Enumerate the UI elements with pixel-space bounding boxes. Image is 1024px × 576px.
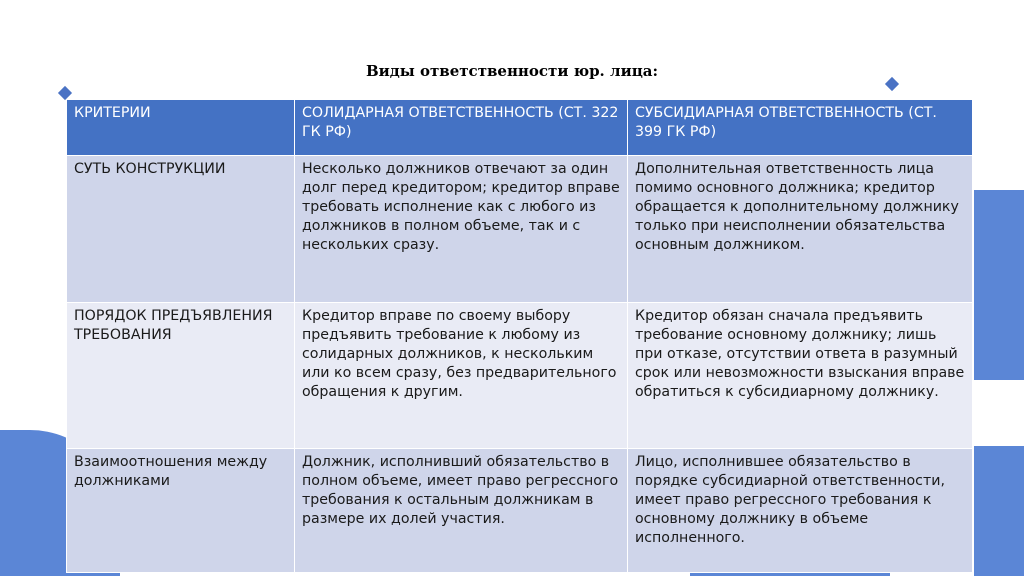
row-criterion: ПОРЯДОК ПРЕДЪЯВЛЕНИЯ ТРЕБОВАНИЯ	[67, 303, 295, 449]
decor-block-right	[974, 190, 1024, 380]
table-header-row	[67, 100, 973, 156]
row-solidary: Кредитор вправе по своему выбору предъявить требование к любому из солидарных должников, к нескольким или ко всем сразу, без предварительного обращения к другим.	[295, 303, 628, 449]
table-row	[67, 449, 973, 573]
table-row	[67, 303, 973, 449]
responsibility-table	[66, 99, 973, 573]
diamond-icon	[58, 86, 72, 100]
table-row	[67, 156, 973, 303]
row-solidary: Должник, исполнивший обязательство в полном объеме, имеет право регрессного требования к остальным должникам в размере их долей участия.	[295, 449, 628, 573]
slide-title: Виды ответственности юр. лица:	[365, 62, 659, 80]
header-subsidiary: СУБСИДИАРНАЯ ОТВЕТСТВЕННОСТЬ (СТ. 399 ГК РФ)	[628, 100, 973, 156]
row-subsidiary: Кредитор обязан сначала предъявить требование основному должнику; лишь при отказе, отсутствии ответа в разумный срок или невозможности взыскания вправе обратиться к субсидиарному должнику.	[628, 303, 973, 449]
row-subsidiary: Дополнительная ответственность лица помимо основного должника; кредитор обращается к дополнительному должнику только при неисполнении обязательства основным должником.	[628, 156, 973, 303]
row-solidary: Несколько должников отвечают за один долг перед кредитором; кредитор вправе требовать исполнение как с любого из должников в полном объеме, так и с нескольких сразу.	[295, 156, 628, 303]
decor-block-right-lower	[974, 446, 1024, 576]
row-criterion: Взаимоотношения между должниками	[67, 449, 295, 573]
row-criterion: СУТЬ КОНСТРУКЦИИ	[67, 156, 295, 303]
header-solidary: СОЛИДАРНАЯ ОТВЕТСТВЕННОСТЬ (СТ. 322 ГК РФ)	[295, 100, 628, 156]
header-criteria: КРИТЕРИИ	[67, 100, 295, 156]
row-subsidiary: Лицо, исполнившее обязательство в порядке субсидиарной ответственности, имеет право регрессного требования к основному должнику в объеме исполненного.	[628, 449, 973, 573]
